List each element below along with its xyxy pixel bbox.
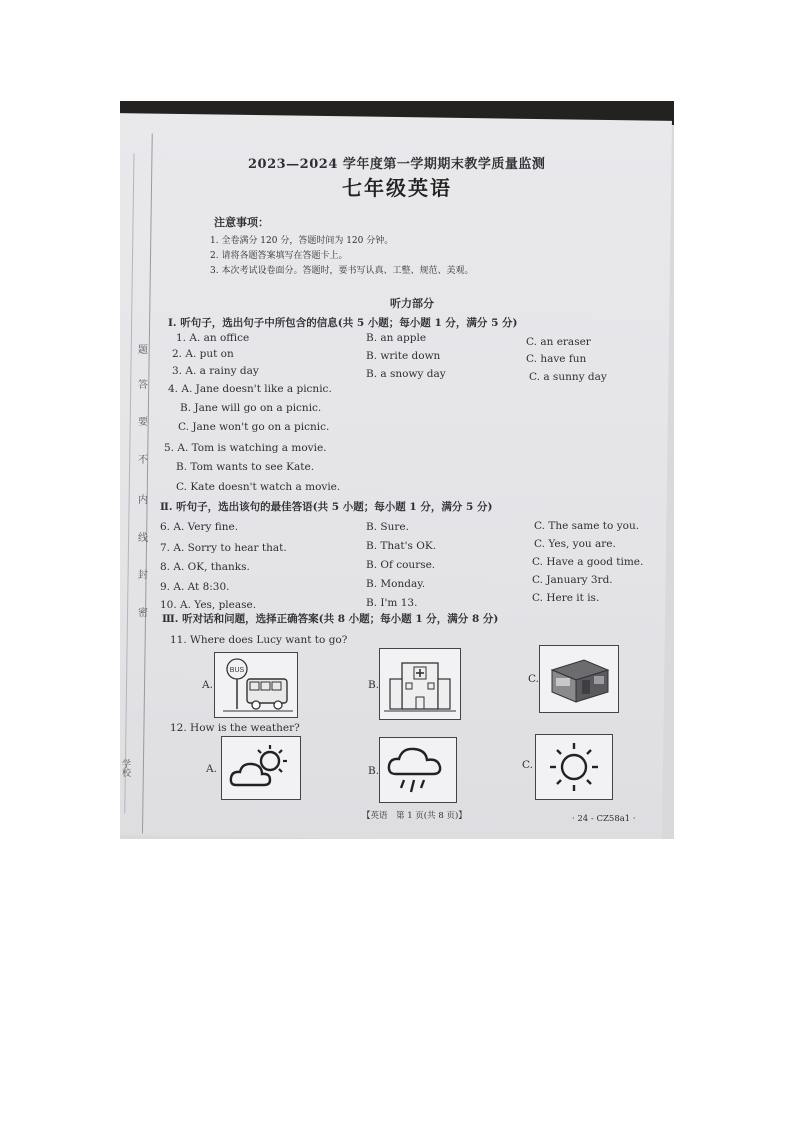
sun-icon	[536, 735, 612, 799]
cloudy-image	[221, 736, 301, 800]
q12-label-c: C.	[522, 759, 533, 771]
q12-label-a: A.	[206, 763, 217, 775]
q1-option-b: B. an apple	[366, 332, 427, 344]
notice-item: 3. 本次考试设卷面分。答题时，要书写认真、工整、规范、美观。	[210, 266, 474, 276]
q6-option-b: B. Sure.	[366, 521, 409, 533]
margin-char: 答	[138, 380, 148, 391]
q10-option-a: 10. A. Yes, please.	[160, 599, 257, 611]
sunny-image	[535, 734, 613, 800]
part-title: 听力部分	[390, 297, 434, 310]
school-label: 学校	[120, 759, 130, 777]
q9-option-a: 9. A. At 8:30.	[160, 581, 230, 593]
q6-option-c: C. The same to you.	[534, 520, 640, 532]
section-3-title: Ⅲ. 听对话和问题，选择正确答案(共 8 小题；每小题 1 分，满分 8 分)	[162, 613, 499, 625]
bus-sign-text: BUS	[229, 667, 245, 674]
q3-option-b: B. a snowy day	[366, 368, 446, 380]
margin-char: 密	[138, 608, 148, 619]
notice-item: 2. 请将各题答案填写在答题卡上。	[210, 251, 348, 261]
q8-option-a: 8. A. OK, thanks.	[160, 561, 250, 573]
q8-option-b: B. Of course.	[366, 559, 436, 571]
q5-option-c: C. Kate doesn't watch a movie.	[176, 481, 341, 493]
q6-option-a: 6. A. Very fine.	[160, 521, 239, 533]
q7-option-b: B. That's OK.	[366, 540, 437, 552]
q10-option-c: C. Here it is.	[532, 592, 600, 604]
q5-option-a: 5. A. Tom is watching a movie.	[164, 442, 327, 454]
rainy-image	[379, 737, 457, 803]
exam-title-line1: 2023—2024 学年度第一学期期末教学质量监测	[248, 157, 546, 172]
q9-option-b: B. Monday.	[366, 578, 426, 590]
notice-item: 1. 全卷满分 120 分，答题时间为 120 分钟。	[210, 236, 394, 246]
q10-option-b: B. I'm 13.	[366, 597, 418, 609]
notice-heading: 注意事项：	[214, 216, 269, 229]
exam-title-line2: 七年级英语	[342, 176, 452, 200]
q12-question: 12. How is the weather?	[170, 722, 300, 734]
q11-label-c: C.	[528, 673, 539, 685]
q2-option-b: B. write down	[366, 350, 441, 362]
q5-option-b: B. Tom wants to see Kate.	[176, 461, 315, 473]
margin-char: 线	[138, 533, 148, 544]
q4-option-c: C. Jane won't go on a picnic.	[178, 421, 330, 433]
q3-option-c: C. a sunny day	[529, 371, 607, 383]
margin-char: 内	[138, 495, 148, 506]
store-image	[539, 645, 619, 713]
page-footer: 【英语 第 1 页(共 8 页)】	[362, 811, 467, 821]
q11-question: 11. Where does Lucy want to go?	[170, 634, 348, 646]
margin-char: 封	[138, 570, 148, 581]
q12-label-b: B.	[368, 765, 380, 777]
hospital-image	[379, 648, 461, 720]
q4-option-b: B. Jane will go on a picnic.	[180, 402, 322, 414]
q9-option-c: C. January 3rd.	[532, 574, 613, 586]
q7-option-a: 7. A. Sorry to hear that.	[160, 542, 287, 554]
margin-char: 题	[138, 345, 148, 356]
photo-frame	[120, 101, 674, 839]
q11-label-a: A.	[202, 679, 213, 691]
store-icon	[540, 646, 618, 712]
rain-cloud-icon	[380, 738, 456, 802]
q4-option-a: 4. A. Jane doesn't like a picnic.	[168, 383, 332, 395]
paper-code: · 24 - CZ58a1 ·	[572, 814, 636, 824]
section-1-title: Ⅰ. 听句子，选出句子中所包含的信息(共 5 小题；每小题 1 分，满分 5 分)	[168, 317, 518, 329]
q1-option-a: 1. A. an office	[176, 332, 250, 344]
page-content	[120, 101, 674, 839]
bus-icon	[215, 653, 297, 717]
q2-option-a: 2. A. put on	[172, 348, 234, 360]
q8-option-c: C. Have a good time.	[532, 556, 644, 568]
q11-label-b: B.	[368, 679, 380, 691]
q1-option-c: C. an eraser	[526, 336, 591, 348]
q7-option-c: C. Yes, you are.	[534, 538, 616, 550]
margin-char: 不	[138, 455, 148, 466]
bus-station-image	[214, 652, 298, 718]
partly-cloudy-icon	[222, 737, 300, 799]
q3-option-a: 3. A. a rainy day	[172, 365, 259, 377]
margin-char: 要	[138, 417, 148, 428]
q2-option-c: C. have fun	[526, 353, 587, 365]
section-2-title: Ⅱ. 听句子，选出该句的最佳答语(共 5 小题；每小题 1 分，满分 5 分)	[160, 501, 493, 513]
hospital-icon	[380, 649, 460, 719]
